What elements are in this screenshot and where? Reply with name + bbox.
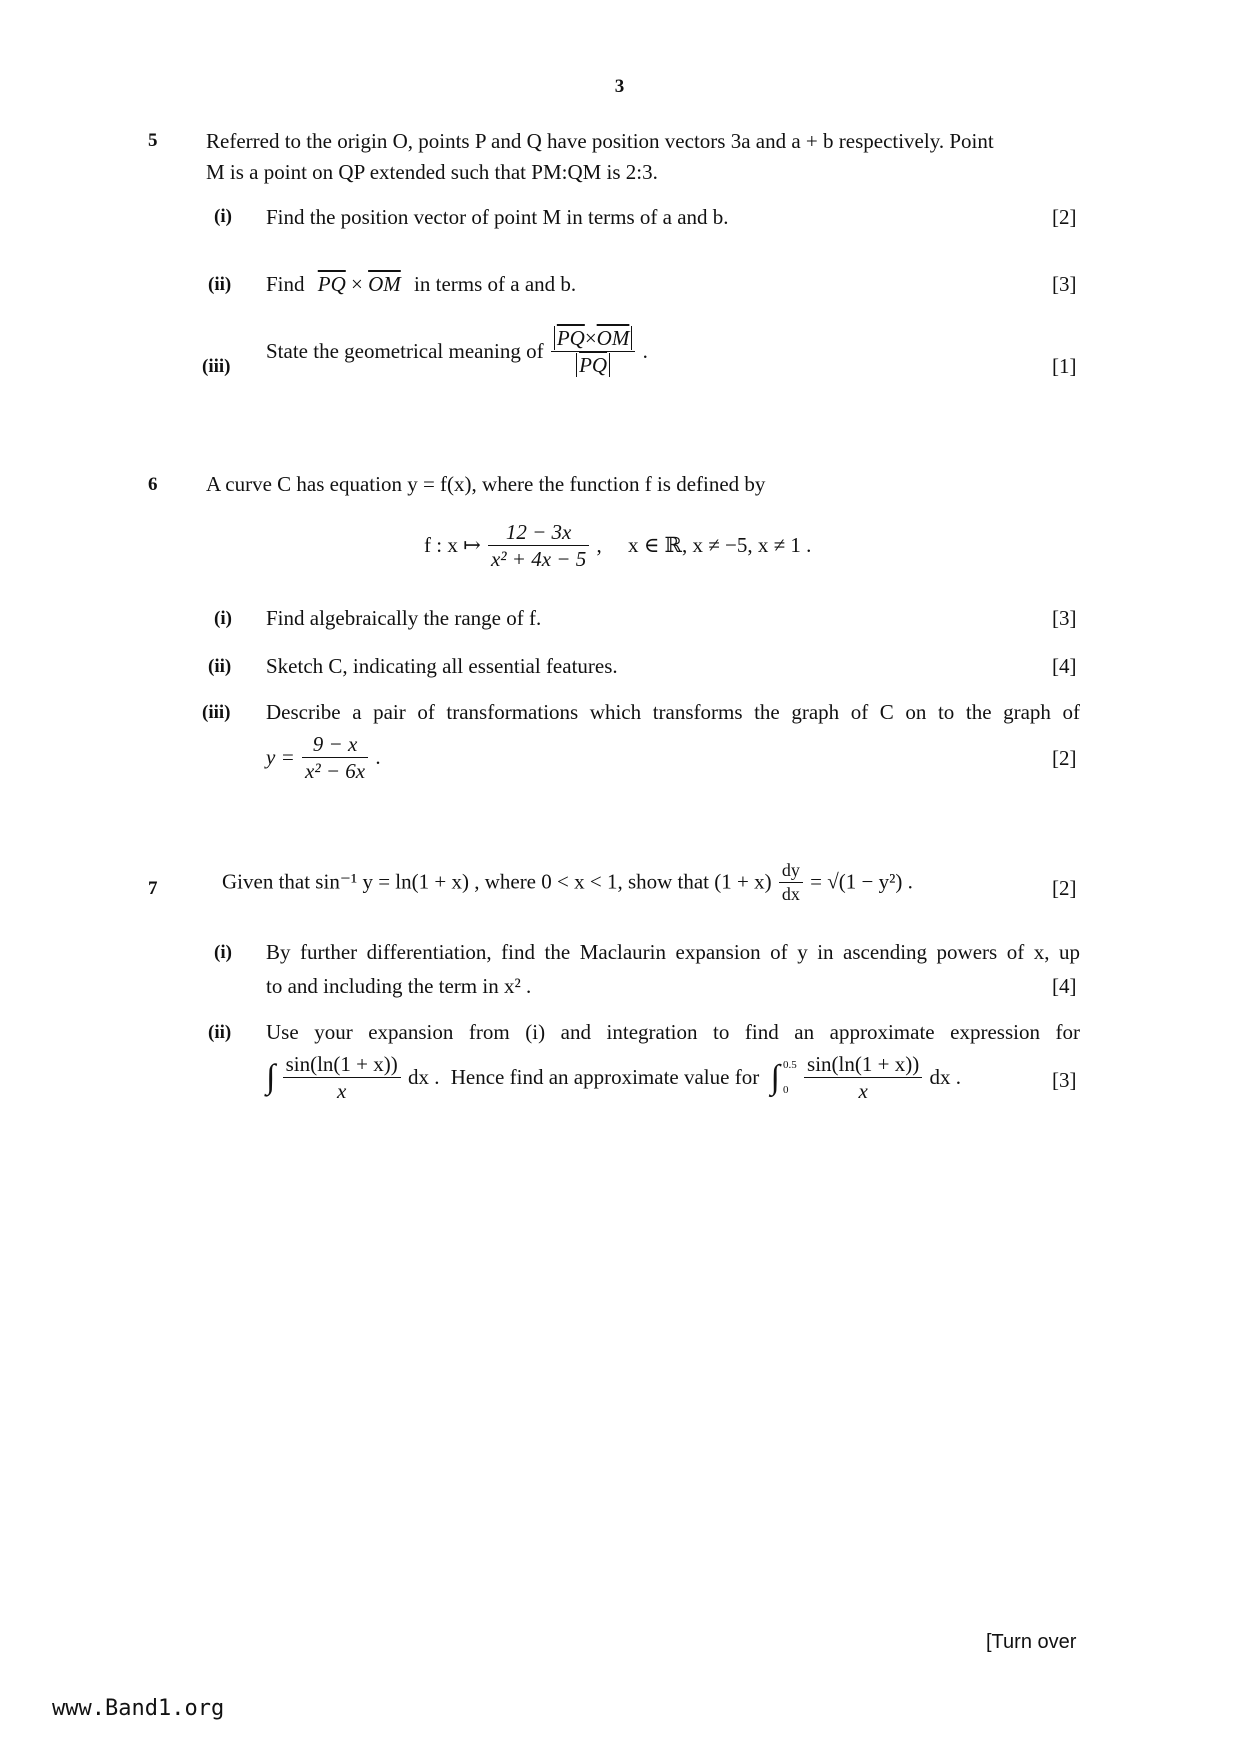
q7-integral-sign-definite: ∫ (770, 1058, 780, 1096)
q6-part-i-mark: [3] (1052, 606, 1077, 630)
q5-part-iii-statement: State the geometrical meaning of (266, 339, 544, 364)
q7-integrand-indefinite (283, 1052, 401, 1103)
q6-func-denominator: x² + 4x − 5 (490, 547, 587, 572)
question-7-given (222, 860, 913, 904)
q5-part-iii-text (266, 326, 648, 377)
q5-part-ii-om-vector: $\overline{OM}$ (368, 272, 401, 296)
q5-num-pq: $\overline{PQ}$ (556, 326, 585, 350)
q7-integrand-definite (804, 1052, 922, 1103)
q7-integrand-num-1: sin(ln(1 + x)) (283, 1052, 401, 1078)
q5-part-ii-find: Find (266, 272, 305, 296)
q6-func-domain: , x ∈ ℝ, x ≠ −5, x ≠ 1 . (596, 533, 812, 558)
q6-func-fraction (488, 520, 589, 571)
q6-func-numerator: 12 − 3x (488, 520, 589, 546)
q5-intro-text: Referred to the origin O, points P and Q have position vectors 3a and a + b respectively. Point (206, 129, 994, 153)
q6-part-ii-mark: [4] (1052, 654, 1077, 678)
q6-part-ii-label: (ii) (208, 656, 232, 677)
footer-website: www.Band1.org (52, 1696, 225, 1721)
q5-part-ii-after: in terms of a and b. (414, 272, 577, 296)
q6-part-iii-denominator: x² − 6x (305, 759, 366, 784)
q7-derivative (779, 860, 803, 904)
q7-part-ii-mark: [3] (1052, 1068, 1077, 1092)
q7-hence-text: Hence find an approximate value for (450, 1065, 760, 1090)
q5-part-i-mark: [2] (1052, 205, 1077, 229)
q7-part-i-line1: By further differentiation, find the Maclaurin expansion of y in ascending powers of x, up (266, 940, 1080, 964)
q5-part-iii-period: . (642, 339, 648, 364)
question-5-intro-line2: M is a point on QP extended such that PM:QM is 2:3. (206, 160, 658, 184)
question-7-number: 7 (148, 878, 158, 899)
q5-part-iii-numerator (554, 326, 633, 350)
q7-integrand-den-2: x (858, 1079, 868, 1104)
q7-part-i-label: (i) (214, 942, 232, 963)
q7-part-ii-label: (ii) (208, 1022, 232, 1043)
q6-part-iii-fraction (302, 732, 368, 783)
q5-part-iii-denominator: PQ (576, 353, 610, 377)
q5-part-ii-mark: [3] (1052, 272, 1077, 296)
q7-mark: [2] (1052, 876, 1077, 900)
q6-part-iii-period: . (375, 745, 381, 770)
q7-dy: dy (779, 860, 803, 883)
q6-part-iii-text: Describe a pair of transformations which transforms the graph of C on to the graph of (266, 700, 1080, 724)
q7-lower-limit: 0 (783, 1083, 789, 1096)
q7-part-i-mark: [4] (1052, 974, 1077, 998)
q7-integrand-num-2: sin(ln(1 + x)) (804, 1052, 922, 1078)
q6-part-ii-text: Sketch C, indicating all essential features. (266, 654, 618, 678)
question-6-number: 6 (148, 474, 158, 495)
q6-part-iii-lhs: y = (266, 745, 295, 770)
q5-part-ii-label: (ii) (208, 274, 232, 295)
q5-part-ii-times: × (351, 272, 363, 296)
q6-part-i-label: (i) (214, 608, 232, 629)
q5-part-iii-label: (iii) (202, 356, 231, 377)
q5-part-ii-pq-vector: $\overline{PQ}$ (317, 272, 346, 296)
q7-dx: dx (781, 883, 800, 904)
q6-part-iii-label: (iii) (202, 702, 231, 723)
q5-num-om: $\overline{OM}$ (596, 326, 630, 350)
q7-given-text: Given that sin⁻¹ y = ln(1 + x) , where 0 < x < 1, show that (1 + x) (222, 869, 772, 894)
q7-part-i-line2: to and including the term in x² . (266, 974, 532, 998)
q7-part-ii-line1: Use your expansion from (i) and integration to find an approximate expression for (266, 1020, 1080, 1044)
turn-over-note: [Turn over (986, 1631, 1077, 1653)
q7-rhs: = √(1 − y²) . (810, 869, 913, 894)
page-number: 3 (614, 76, 625, 97)
q7-integral-sign-indefinite: ∫ (266, 1058, 276, 1096)
q6-part-i-text: Find algebraically the range of f. (266, 606, 542, 630)
q7-integral-limits (783, 1060, 797, 1096)
q6-part-iii-numerator: 9 − x (302, 732, 368, 758)
q6-part-iii-mark: [2] (1052, 746, 1077, 770)
q6-func-lhs: f : x ↦ (424, 533, 481, 558)
question-6-intro: A curve C has equation y = f(x), where the function f is defined by (206, 472, 766, 496)
q7-part-ii-line2 (266, 1052, 961, 1103)
q5-part-iii-mark: [1] (1052, 354, 1077, 378)
q5-part-i-text: Find the position vector of point M in terms of a and b. (266, 205, 729, 229)
q6-function-definition (424, 520, 811, 571)
question-5-number: 5 (148, 130, 158, 151)
q6-part-iii-expression (266, 732, 381, 783)
q5-part-ii-text (266, 272, 576, 297)
q5-part-i-label: (i) (214, 206, 232, 227)
q7-dx-1: dx . (408, 1065, 440, 1090)
q7-integrand-den-1: x (337, 1079, 347, 1104)
q7-dx-2: dx . (929, 1065, 961, 1090)
q7-upper-limit: 0.5 (783, 1058, 797, 1071)
q5-num-times: × (584, 326, 597, 350)
question-5-intro-line1 (206, 129, 994, 154)
q5-part-iii-fraction (551, 326, 636, 377)
